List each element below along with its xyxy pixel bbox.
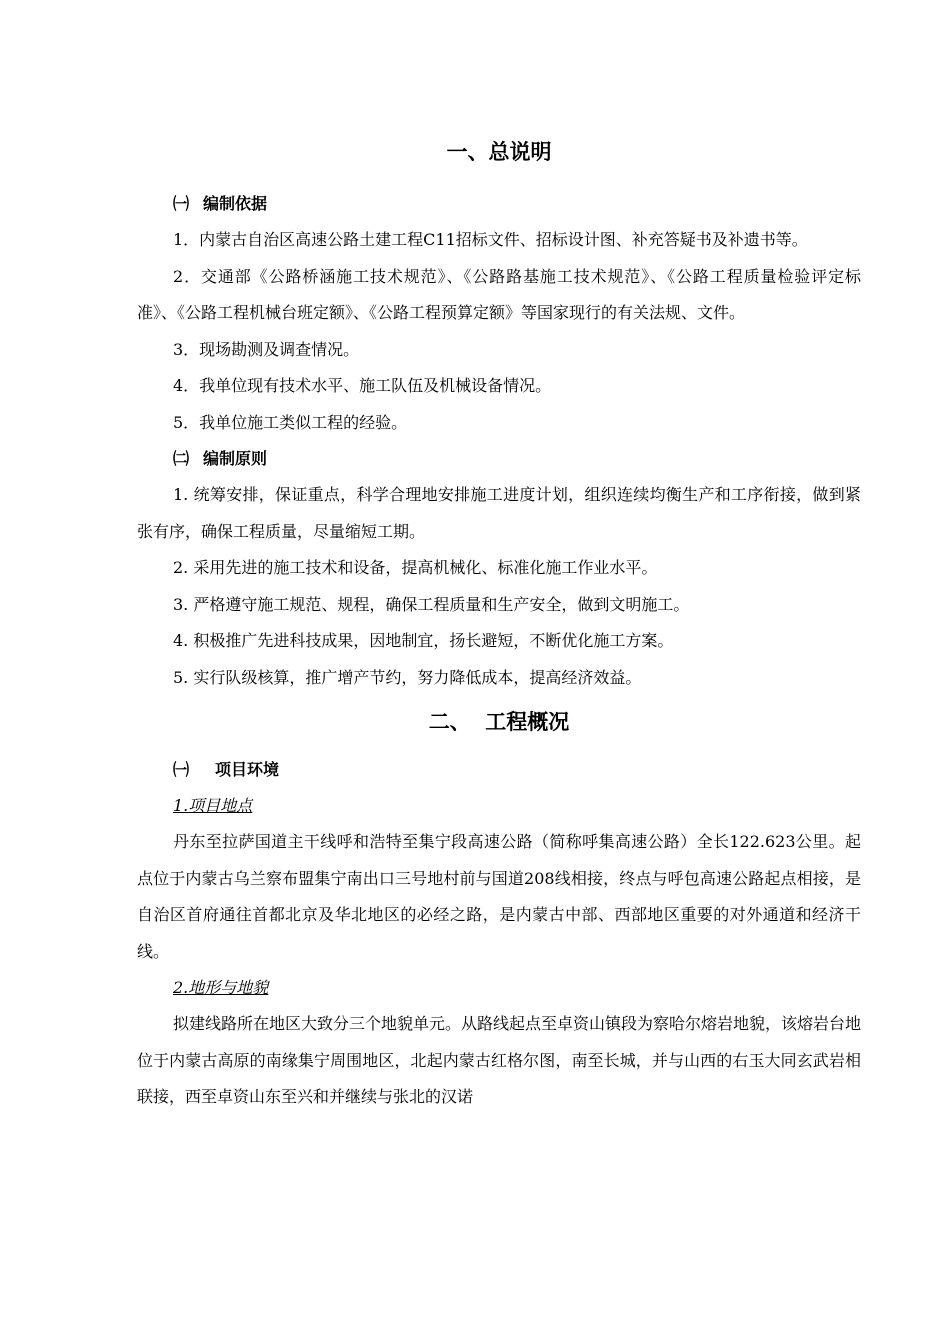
principle-item-2: 2. 采用先进的施工技术和设备，提高机械化、标准化施工作业水平。 bbox=[173, 558, 658, 577]
subsection-title: 项目环境 bbox=[215, 760, 280, 779]
subsection-heading-principles bbox=[137, 441, 861, 477]
heading-terrain: 2.地形与地貌 bbox=[173, 978, 269, 997]
basis-item-4: 4．我单位现有技术水平、施工队伍及机械设备情况。 bbox=[173, 376, 552, 395]
subsection-number: ㈠ bbox=[173, 760, 190, 779]
paragraph-terrain: 拟建线路所在地区大致分三个地貌单元。从路线起点至卓资山镇段为察哈尔熔岩地貌，该熔岩台地位于内蒙古高原的南缘集宁周围地区，北起内蒙古红格尔图，南至长城，并与山西的右玉大同玄武岩相联接，西至卓资山东至兴和并继续与张北的汉诺 bbox=[137, 1014, 862, 1106]
subsection-heading-basis bbox=[137, 186, 861, 222]
subsection-title: 编制原则 bbox=[203, 449, 268, 468]
basis-item-1: 1．内蒙古自治区高速公路土建工程C11招标文件、招标设计图、补充答疑书及补遗书等。 bbox=[173, 230, 808, 249]
subsection-heading-environment bbox=[137, 752, 861, 788]
principle-item-4: 4. 积极推广先进科技成果，因地制宜，扬长避短，不断优化施工方案。 bbox=[173, 631, 674, 650]
subsection-number: ㈡ bbox=[173, 449, 190, 468]
principle-item-5: 5. 实行队级核算，推广增产节约，努力降低成本，提高经济效益。 bbox=[173, 667, 642, 687]
principle-item-3: 3. 严格遵守施工规范、规程，确保工程质量和生产安全，做到文明施工。 bbox=[173, 594, 690, 614]
subsection-title: 编制依据 bbox=[203, 194, 268, 213]
section-title-overview: 二、 工程概况 bbox=[428, 710, 570, 734]
basis-item-5: 5．我单位施工类似工程的经验。 bbox=[173, 412, 408, 432]
subsection-number: ㈠ bbox=[173, 194, 190, 213]
heading-project-location: 1.项目地点 bbox=[173, 796, 253, 815]
document-content bbox=[137, 132, 861, 1116]
principle-item-1: 1. 统筹安排，保证重点，科学合理地安排施工进度计划，组织连续均衡生产和工序衔接，做到紧张有序，确保工程质量，尽量缩短工期。 bbox=[137, 485, 861, 541]
basis-item-2: 2．交通部《公路桥涵施工技术规范》、《公路路基施工技术规范》、《公路工程质量检验评定标准》、《公路工程机械台班定额》、《公路工程预算定额》等国家现行的有关法规、文件。 bbox=[137, 266, 861, 322]
section-title-general: 一、总说明 bbox=[446, 140, 552, 164]
basis-item-3: 3．现场勘测及调查情况。 bbox=[173, 339, 360, 359]
paragraph-project-location: 丹东至拉萨国道主干线呼和浩特至集宁段高速公路（简称呼集高速公路）全长122.623公里。起点位于内蒙古乌兰察布盟集宁南出口三号地村前与国道208线相接，终点与呼包高速公路起点相接，是自治区首府通往首都北京及华北地区的必经之路，是内蒙古中部、西部地区重要的对外通道和经济干线。 bbox=[137, 832, 861, 961]
